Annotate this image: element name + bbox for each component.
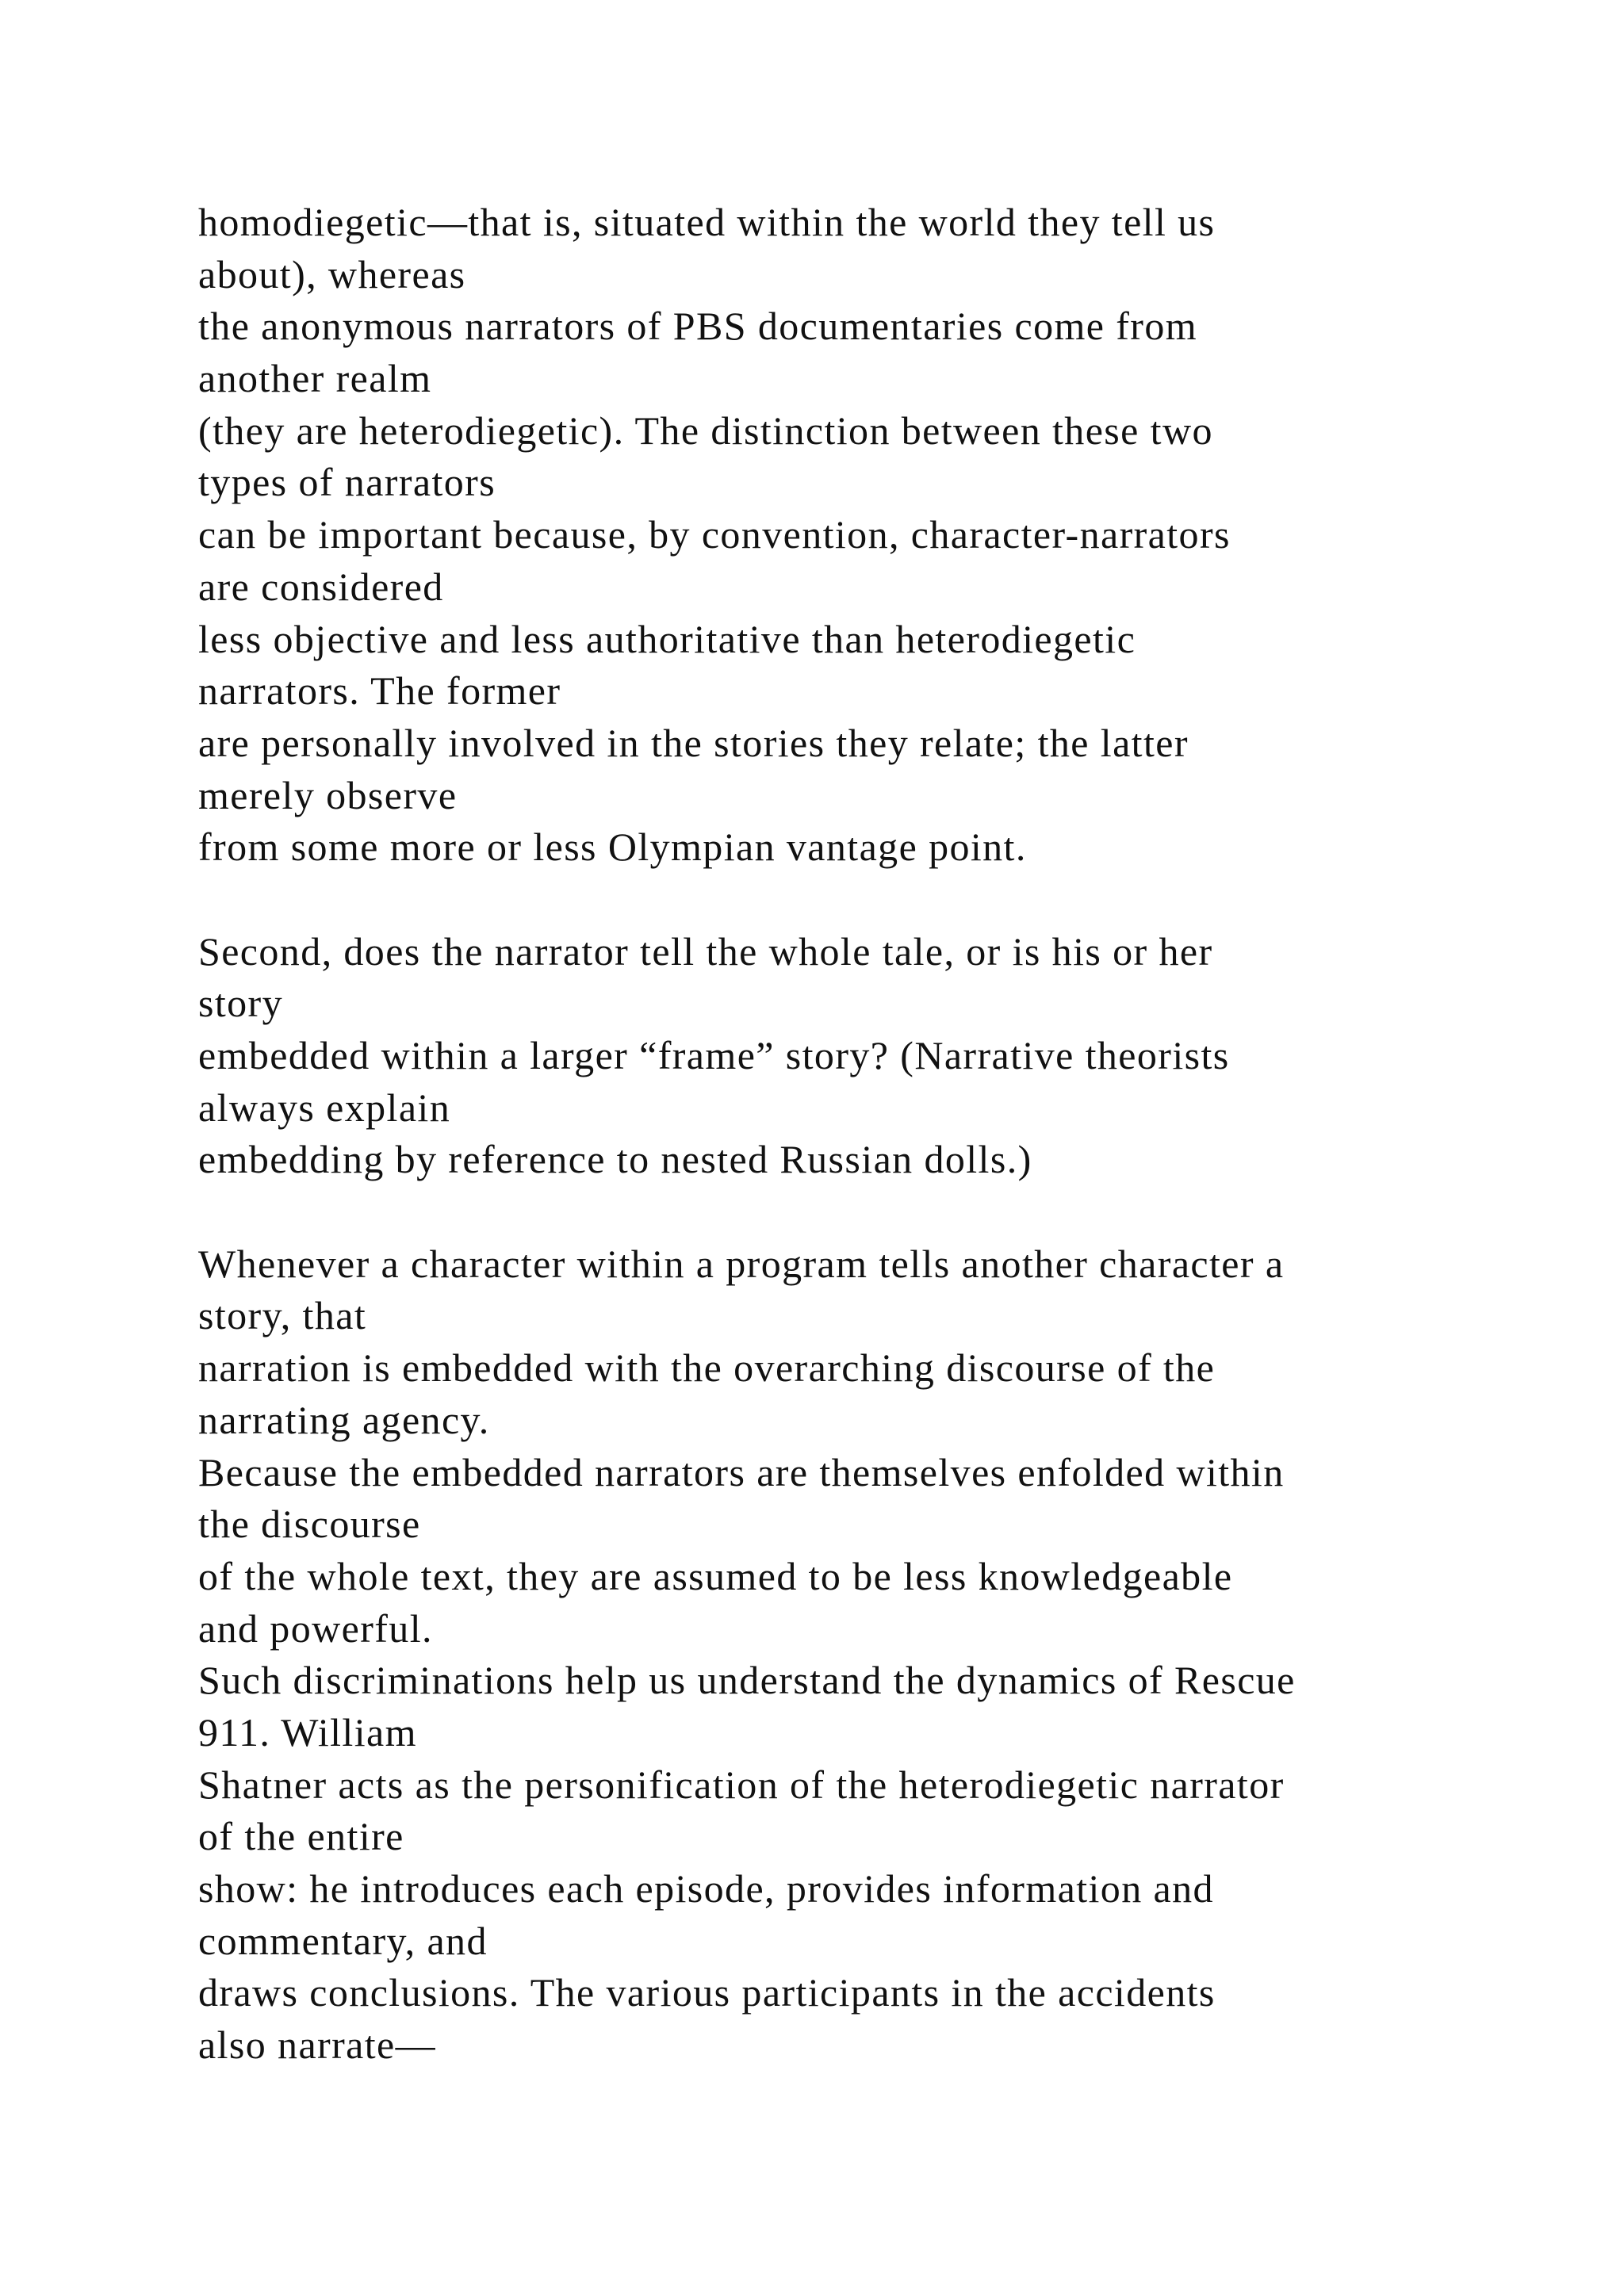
text-line: embedding by reference to nested Russian dolls.) <box>198 1137 1032 1182</box>
paragraph-gap <box>198 1186 1546 1238</box>
text-line: types of narrators <box>198 460 496 505</box>
text-line: another realm <box>198 356 432 401</box>
text-line: from some more or less Olympian vantage point. <box>198 825 1027 870</box>
text-line: draws conclusions. The various participants in the accidents <box>198 1970 1216 2015</box>
text-line: show: he introduces each episode, provides information and <box>198 1866 1214 1911</box>
text-line: Second, does the narrator tell the whole tale, or is his or her <box>198 928 1213 974</box>
text-line: homodiegetic—that is, situated within the world they tell us <box>198 200 1216 244</box>
paragraph-gap <box>198 874 1546 926</box>
text-line: always explain <box>198 1085 451 1130</box>
text-line: about), whereas <box>198 251 466 297</box>
text-line: Because the embedded narrators are themselves enfolded within <box>198 1449 1285 1494</box>
text-line: story, that <box>198 1293 367 1338</box>
text-line: embedded within a larger “frame” story? (Narrative theorists <box>198 1033 1230 1077</box>
text-line: story <box>198 981 283 1026</box>
text-line: less objective and less authoritative than heterodiegetic <box>198 616 1136 661</box>
text-line: commentary, and <box>198 1918 488 1963</box>
text-line: also narrate— <box>198 2022 437 2068</box>
text-line: merely observe <box>198 772 458 817</box>
text-line: are considered <box>198 564 444 609</box>
text-line: of the entire <box>198 1814 404 1859</box>
paragraph-3 <box>198 1238 1546 2072</box>
text-line: Such discriminations help us understand the dynamics of Rescue <box>198 1658 1296 1703</box>
text-line: the discourse <box>198 1502 421 1547</box>
text-line: (they are heterodiegetic). The distinction between these two <box>198 408 1213 453</box>
text-line: and powerful. <box>198 1605 433 1651</box>
text-line: the anonymous narrators of PBS documentaries come from <box>198 304 1198 349</box>
paragraph-1 <box>198 197 1546 874</box>
text-line: Shatner acts as the personification of the heterodiegetic narrator <box>198 1762 1285 1807</box>
text-line: narrators. The former <box>198 668 561 714</box>
text-line: of the whole text, they are assumed to be less knowledgeable <box>198 1553 1233 1598</box>
text-line: narrating agency. <box>198 1397 490 1442</box>
document-body <box>198 197 1546 2072</box>
text-line: are personally involved in the stories they relate; the latter <box>198 720 1189 765</box>
text-line: Whenever a character within a program tells another character a <box>198 1241 1285 1286</box>
text-line: can be important because, by convention, character-narrators <box>198 512 1231 557</box>
text-line: narration is embedded with the overarching discourse of the <box>198 1345 1216 1391</box>
paragraph-2 <box>198 926 1546 1186</box>
text-line: 911. William <box>198 1709 417 1755</box>
